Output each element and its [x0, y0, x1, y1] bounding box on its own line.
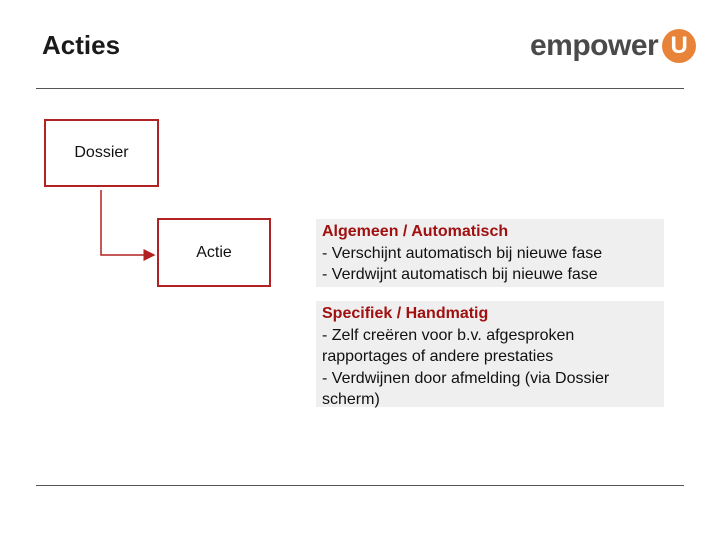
logo-badge-icon: U: [662, 29, 696, 63]
panel-line: - Verschijnt automatisch bij nieuwe fase: [322, 244, 603, 262]
panel-line: - Verdwijnt automatisch bij nieuwe fase: [322, 266, 598, 283]
panel-line: - Verdwijnen door afmelding (via Dossier: [322, 369, 610, 387]
automatic-actions-panel: [316, 219, 664, 287]
actie-box: [157, 218, 271, 287]
page-title: Acties: [42, 30, 121, 60]
panel-line: - Zelf creëren voor b.v. afgesproken: [322, 326, 575, 344]
bottom-divider: [36, 485, 684, 486]
panel-line: scherm): [322, 391, 380, 408]
top-divider: [36, 88, 684, 89]
actie-box-label: Actie: [196, 243, 232, 261]
manual-actions-panel: [316, 301, 664, 407]
dossier-box-label: Dossier: [74, 144, 129, 161]
panel-heading: Algemeen / Automatisch: [322, 223, 509, 240]
connector-line: [101, 190, 154, 255]
dossier-box: [44, 119, 159, 187]
empower-u-logo: [530, 26, 696, 66]
panel-heading: Specifiek / Handmatig: [322, 305, 489, 322]
logo-wordmark: empower: [530, 29, 659, 62]
panel-line: rapportages of andere prestaties: [322, 348, 554, 365]
